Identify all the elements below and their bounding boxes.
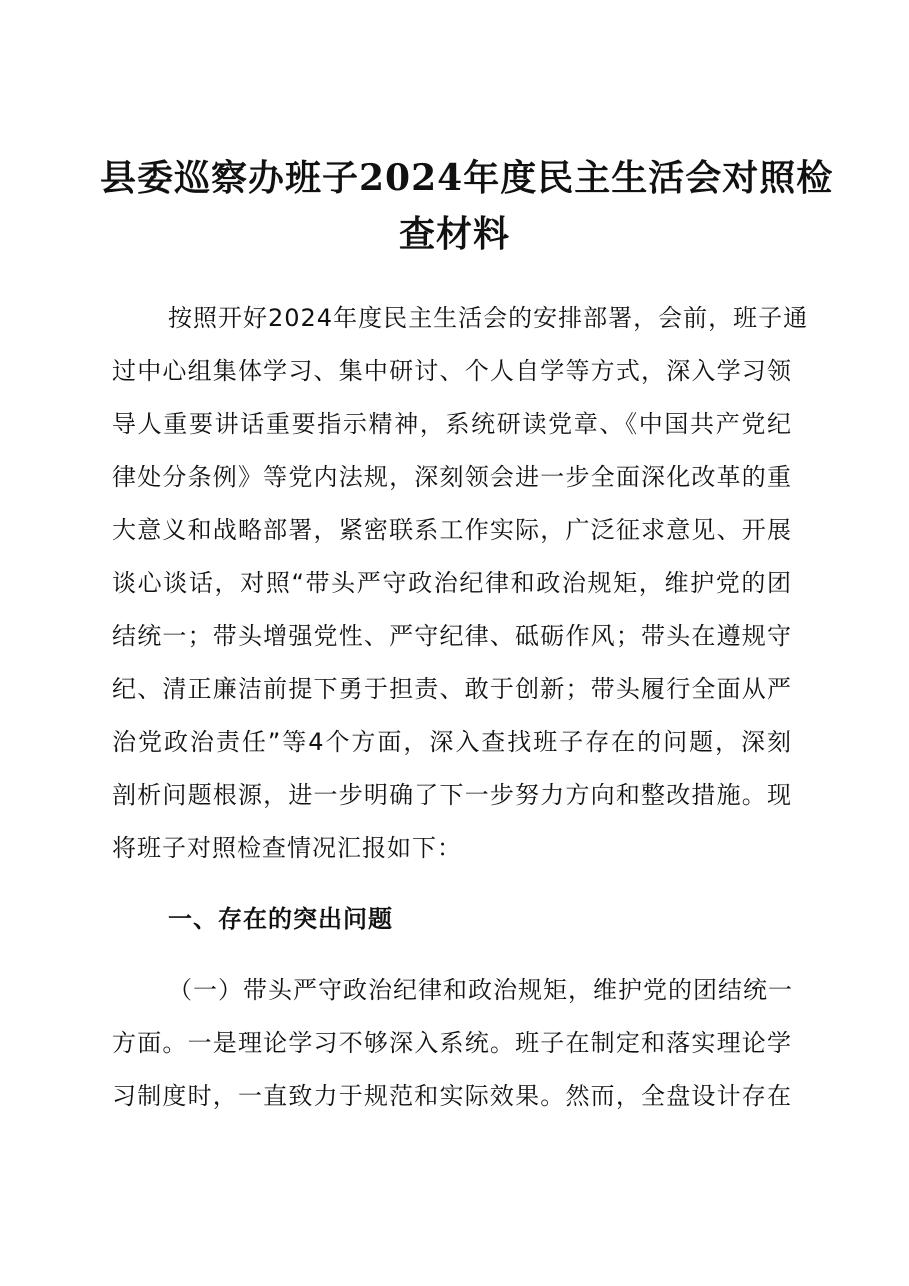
paragraph-line: 方面。一是理论学习不够深入系统。班子在制定和落实理论学 (112, 1029, 792, 1057)
intro-paragraph (112, 292, 809, 875)
paragraph-line: 过中心组集体学习、集中研讨、个人自学等方式，深入学习领 (112, 357, 792, 385)
section-heading: 一、存在的突出问题 (168, 905, 393, 933)
paragraph-line: 律处分条例》等党内法规，深刻领会进一步全面深化改革的重 (112, 463, 792, 491)
paragraph-line: 治党政治责任”等4个方面，深入查找班子存在的问题，深刻 (112, 728, 792, 756)
paragraph-line: 导人重要讲话重要指示精神，系统研读党章、《中国共产党纪 (112, 410, 792, 438)
paragraph-line: 按照开好2024年度民主生活会的安排部署，会前，班子通 (168, 304, 809, 332)
paragraph-line: 谈心谈话，对照“带头严守政治纪律和政治规矩，维护党的团 (112, 569, 792, 597)
paragraph-line: 结统一；带头增强党性、严守纪律、砥砺作风；带头在遵规守 (112, 622, 792, 650)
paragraph-line: 习制度时，一直致力于规范和实际效果。然而，全盘设计存在 (112, 1082, 792, 1110)
section-paragraph (112, 964, 792, 1123)
document-title (100, 150, 834, 262)
title-line-1: 县委巡察办班子2024年度民主生活会对照检 (100, 157, 834, 199)
paragraph-line: 将班子对照检查情况汇报如下： (112, 834, 462, 862)
paragraph-line: 纪、清正廉洁前提下勇于担责、敢于创新；带头履行全面从严 (112, 675, 792, 703)
title-line-2: 查材料 (398, 213, 510, 255)
paragraph-line: 剖析问题根源，进一步明确了下一步努力方向和整改措施。现 (112, 781, 792, 809)
document-body (112, 292, 809, 1123)
paragraph-line: （一）带头严守政治纪律和政治规矩，维护党的团结统一 (168, 976, 793, 1004)
paragraph-line: 大意义和战略部署，紧密联系工作实际，广泛征求意见、开展 (112, 516, 792, 544)
